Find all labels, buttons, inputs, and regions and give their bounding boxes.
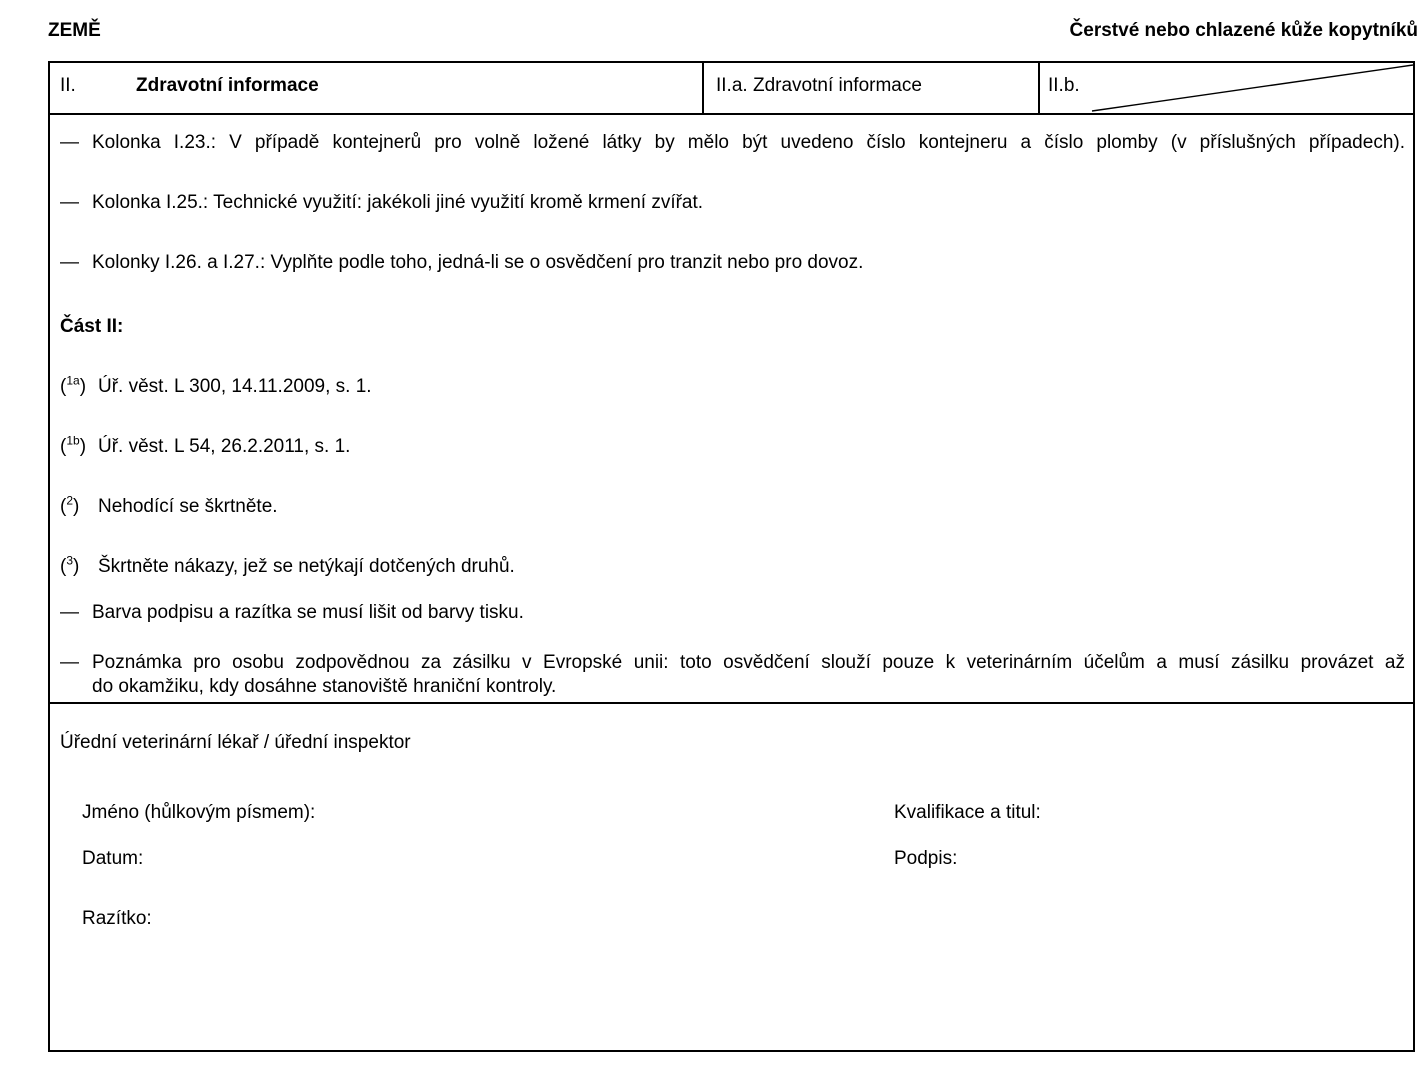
section-number: II. (60, 75, 76, 96)
footnote-text: Nehodící se škrtněte. (98, 496, 278, 517)
name-label: Jméno (hůlkovým písmem): (82, 802, 316, 823)
country-label: ZEMĚ (48, 20, 101, 41)
note-item-signature-color (60, 601, 1405, 625)
signature-heading: Úřední veterinární lékař / úřední inspektor (60, 732, 411, 753)
date-label: Datum: (82, 848, 144, 869)
part-ii-heading: Část II: (60, 316, 124, 337)
certificate-title: Čerstvé nebo chlazené kůže kopytníků (1069, 20, 1418, 41)
column-iib-label: II.b. (1048, 75, 1080, 96)
stamp-label: Razítko: (82, 908, 152, 929)
footnote-marker: ($^2$) (60, 493, 80, 517)
note-text: Poznámka pro osobu zodpovědnou za zásilku v Evropské unii: toto osvědčení slouží pouze k veterinárním účelům a musí zásilku provázet až do okamžiku, kdy dosáhne stanoviště hraniční kontroly. (92, 652, 1405, 697)
column-iia-header: II.a. Zdravotní informace (704, 63, 1040, 113)
em-dash: — (60, 192, 79, 213)
qualification-label: Kvalifikace a titul: (894, 802, 1041, 823)
footnote-2 (60, 495, 1405, 519)
footnote-marker: ($^{1a}$) (60, 373, 87, 397)
diagonal-strike-line (1040, 63, 1413, 113)
certificate-frame (48, 61, 1415, 1052)
note-text: Kolonky I.26. a I.27.: Vyplňte podle toho, jedná-li se o osvědčení pro tranzit nebo pro dovoz. (92, 252, 864, 273)
footnote-1b (60, 435, 1405, 459)
notes-section (50, 115, 1413, 704)
em-dash: — (60, 652, 79, 673)
section-header-row (50, 63, 1413, 115)
footnote-text: Úř. věst. L 54, 26.2.2011, s. 1. (98, 436, 351, 457)
section-title: Zdravotní informace (136, 75, 319, 96)
footnote-text: Úř. věst. L 300, 14.11.2009, s. 1. (98, 376, 372, 397)
note-text: Kolonka I.23.: V případě kontejnerů pro volně ložené látky by mělo být uvedeno číslo kontejneru a číslo plomby (v příslušných případech). (92, 132, 1405, 153)
signature-section (50, 704, 1413, 1050)
signature-label: Podpis: (894, 848, 958, 869)
footnote-marker: ($^{1b}$) (60, 433, 87, 457)
note-text: Barva podpisu a razítka se musí lišit od barvy tisku. (92, 602, 524, 623)
note-item-box-i26-i27 (60, 251, 1405, 275)
column-iib-header (1040, 63, 1413, 113)
footnote-1a (60, 375, 1405, 399)
footnote-text: Škrtněte nákazy, jež se netýkají dotčených druhů. (98, 556, 515, 577)
note-item-eu-consignment (60, 651, 1405, 699)
note-text: Kolonka I.25.: Technické využití: jakékoli jiné využití kromě krmení zvířat. (92, 192, 704, 213)
footnote-marker: ($^3$) (60, 553, 80, 577)
em-dash: — (60, 252, 79, 273)
em-dash: — (60, 602, 79, 623)
em-dash: — (60, 132, 79, 153)
footnote-3 (60, 555, 1405, 579)
note-item-box-i25 (60, 191, 1405, 215)
note-item-box-i23 (60, 131, 1405, 155)
section-cell (50, 63, 704, 113)
